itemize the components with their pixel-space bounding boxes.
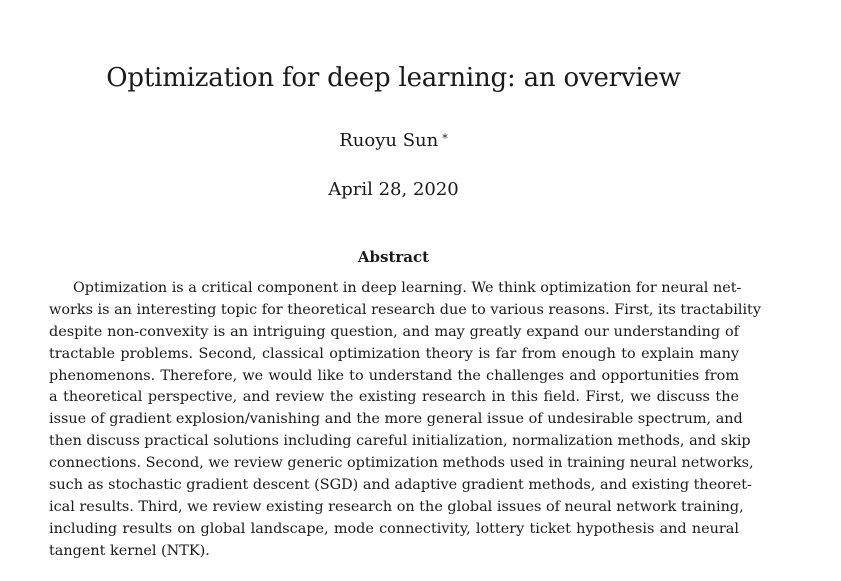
author-line bbox=[0, 129, 787, 153]
publication-date: April 28, 2020 bbox=[328, 179, 459, 200]
abstract-heading: Abstract bbox=[357, 248, 430, 266]
paper-title: Optimization for deep learning: an overview bbox=[106, 63, 681, 93]
abstract-line: then discuss practical solutions including careful initialization, normalization methods, and skip bbox=[49, 433, 751, 450]
abstract-line: works is an interesting topic for theoretical research due to various reasons. First, its tractability bbox=[49, 301, 761, 318]
abstract-line: such as stochastic gradient descent (SGD) and adaptive gradient methods, and existing theoret- bbox=[49, 477, 752, 494]
abstract-line: tractable problems. Second, classical optimization theory is far from enough to explain many bbox=[49, 345, 739, 362]
abstract-line: connections. Second, we review generic optimization methods used in training neural networks, bbox=[49, 455, 754, 472]
abstract-line: a theoretical perspective, and review the existing research in this field. First, we discuss the bbox=[49, 389, 739, 406]
abstract-line: phenomenons. Therefore, we would like to understand the challenges and opportunities from bbox=[49, 367, 739, 384]
abstract-line: ical results. Third, we review existing research on the global issues of neural network training, bbox=[49, 498, 744, 515]
author-footnote-mark: * bbox=[442, 132, 448, 145]
abstract-line: tangent kernel (NTK). bbox=[49, 542, 210, 559]
abstract-line: Optimization is a critical component in deep learning. We think optimization for neural net- bbox=[73, 280, 742, 296]
abstract-line: including results on global landscape, mode connectivity, lottery ticket hypothesis and neural bbox=[49, 520, 739, 537]
abstract-line: issue of gradient explosion/vanishing and the more general issue of undesirable spectrum, and bbox=[49, 411, 743, 428]
abstract-body bbox=[49, 278, 761, 563]
abstract-line: despite non-convexity is an intriguing question, and may greatly expand our understanding of bbox=[49, 323, 739, 340]
author-name: Ruoyu Sun bbox=[339, 130, 439, 151]
